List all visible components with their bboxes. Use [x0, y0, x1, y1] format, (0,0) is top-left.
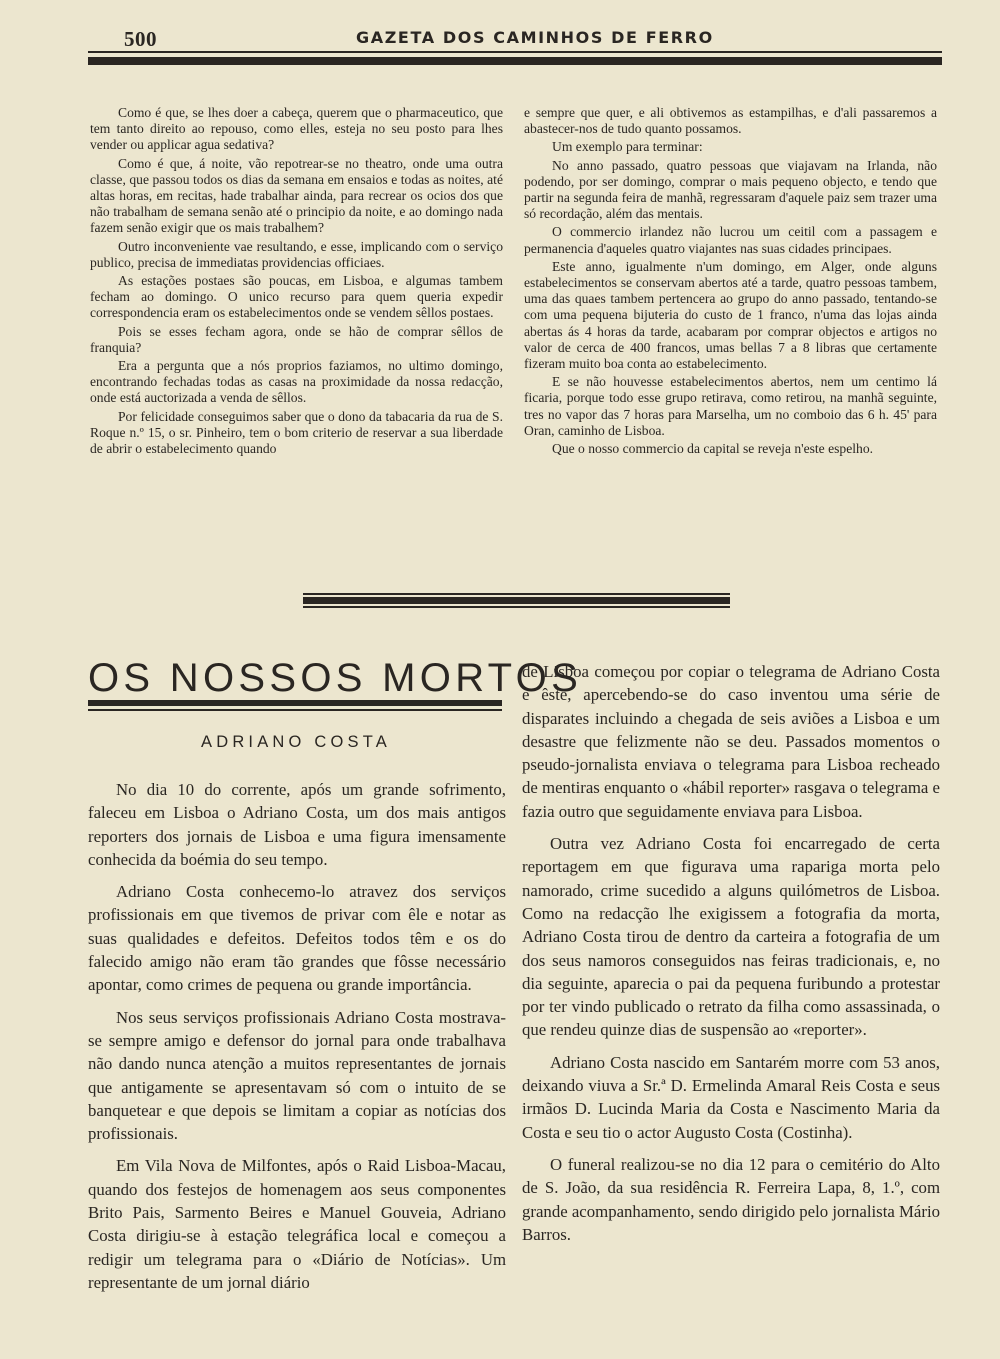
- title-rule-thick: [88, 700, 502, 706]
- article-subtitle: ADRIANO COSTA: [201, 733, 391, 751]
- paragraph: Como é que, se lhes doer a cabeça, querem que o pharmaceutico, que tem tanto direito ao repouso, como elles, esteja no seu posto para lhes vender ou applicar agua sedativa?: [90, 105, 503, 153]
- paragraph: Adriano Costa conhecemo-lo atravez dos serviços profissionais em que tivemos de privar com êle e notar as suas qualidades e defeitos. Defeitos todos têm e os do falecido amigo não eram tão grandes que fôsse necessário apontar, como crimes de pequena ou grande importância.: [88, 882, 506, 995]
- paragraph: e sempre que quer, e ali obtivemos as estampilhas, e d'ali passaremos a abastecer-nos de tudo quanto possamos.: [524, 105, 937, 137]
- page-number: 500: [124, 27, 157, 51]
- top-right-column: [524, 105, 937, 457]
- paragraph: Outro inconveniente vae resultando, e esse, implicando com o serviço publico, precisa de immediatas providencias officiaes.: [90, 238, 503, 270]
- paragraph: Nos seus serviços profissionais Adriano Costa mostrava-se sempre amigo e defensor do jornal para onde trabalhava não dando nunca atenção a muitos representantes de jornais que antigamente se apresentavam só com o intuito de se banquetear e que depois se limitam a copiar as notícias dos profissionais.: [88, 1007, 506, 1144]
- paragraph: Este anno, igualmente n'um domingo, em Alger, onde alguns estabelecimentos se conservam abertos até a tarde, quatro pessoas tambem, uma das quaes tambem pertencera ao grupo do anno passado, tentando-se com uma pequena bijuteria do custo de 1 franco, n'uma das lojas ainda abertas ás 4 horas da tarde, acabaram por comprar objectos e artigos no valor de cerca de 400 francos, umas bellas 7 a 8 libras que certamente fizeram muito boa conta ao estabelecimento.: [524, 258, 937, 372]
- top-left-column: [90, 105, 503, 457]
- header-rule-thin: [88, 51, 942, 53]
- section-divider-thin-top: [303, 593, 730, 595]
- paragraph: No dia 10 do corrente, após um grande sofrimento, faleceu em Lisboa o Adriano Costa, um dos mais antigos reporters dos jornais de Lisboa e uma figura imensamente conhecida da boémia do seu tempo.: [88, 780, 506, 869]
- section-divider-thin-bottom: [303, 606, 730, 608]
- running-head: GAZETA DOS CAMINHOS DE FERRO: [356, 28, 714, 47]
- header-rule-thick: [88, 57, 942, 65]
- article-right-column: [522, 660, 940, 1246]
- paragraph: Outra vez Adriano Costa foi encarregado de certa reportagem em que figurava uma rapariga morta pelo namorado, crime sucedido a alguns quilómetros de Lisboa. Como na redacção lhe exigissem a fotografia da morta, Adriano Costa tirou de dentro da carteira a fotografia de um dos seus namoros conseguidos nas feiras tradicionais, e, no dia seguinte, aparecia o pai da pequena furibundo a protestar por ter vindo publicado o retrato da filha como assassinada, o que rendeu quinze dias de suspensão ao «reporter».: [522, 834, 940, 1040]
- paragraph: O commercio irlandez não lucrou um ceitil com a passagem e permanencia d'aqueles quatro viajantes nas suas cidades principaes.: [524, 224, 937, 256]
- paragraph: Era a pergunta que a nós proprios faziamos, no ultimo domingo, encontrando fechadas todas as casas na proximidade da nossa redacção, onde está auctorizada a venda de sêllos.: [90, 358, 503, 406]
- paragraph: Um exemplo para terminar:: [552, 139, 703, 155]
- paragraph: de Lisboa começou por copiar o telegrama de Adriano Costa e êste, apercebendo-se do caso inventou uma série de disparates incluindo a chegada de seis aviões a Lisboa e um desastre que felizmente não se deu. Passados momentos o pseudo-jornalista enviava o telegrama para Lisboa recheado de mentiras enquanto o «hábil reporter» rasgava o telegrama e fazia outro que seguidamente enviava para Lisboa.: [522, 662, 940, 821]
- paragraph: E se não houvesse estabelecimentos abertos, nem um centimo lá ficaria, porque todo esse grupo retirava, como retirou, na manhã seguinte, tres no vapor das 7 horas para Marselha, um no comboio das 6 h. 45' para Oran, caminho de Lisboa.: [524, 374, 937, 438]
- paragraph: Em Vila Nova de Milfontes, após o Raid Lisboa-Macau, quando dos festejos de homenagem aos seus componentes Brito Pais, Sarmento Beires e Manuel Gouveia, Adriano Costa dirigiu-se à estação telegráfica local e começou a redigir um telegrama para o «Diário de Notícias». Um representante de um jornal diário: [88, 1156, 506, 1292]
- paragraph: Que o nosso commercio da capital se reveja n'este espelho.: [552, 441, 874, 457]
- paragraph: No anno passado, quatro pessoas que viajavam na Irlanda, não podendo, por ser domingo, comprar o mais pequeno objecto, e tendo que partir na segunda feira de manhã, regressaram d'aquele paiz sem trazer uma só recordação, além das mentais.: [524, 157, 937, 222]
- paragraph: As estações postaes são poucas, em Lisboa, e algumas tambem fecham ao domingo. O unico recurso para quem queria expedir correspondencia eram os estabelecimentos onde se vendem sêllos postaes.: [90, 273, 503, 321]
- paragraph: Adriano Costa nascido em Santarém morre com 53 anos, deixando viuva a Sr.ª D. Ermelinda Amaral Reis Costa e seus irmãos D. Lucinda Maria da Costa e Nascimento Maria da Costa e seu tio o actor Augusto Costa (Costinha).: [522, 1052, 940, 1142]
- article-left-column: [88, 778, 506, 1294]
- paragraph: Pois se esses fecham agora, onde se hão de comprar sêllos de franquia?: [90, 323, 503, 355]
- section-divider-thick: [303, 597, 730, 604]
- article-title: OS NOSSOS MORTOS: [88, 656, 583, 700]
- paragraph: O funeral realizou-se no dia 12 para o cemitério do Alto de S. João, da sua residência R. Ferreira Lapa, 8, 1.º, com grande acompanhamento, sendo dirigido pelo jornalista Mário Barros.: [522, 1154, 941, 1244]
- paragraph: Por felicidade conseguimos saber que o dono da tabacaria da rua de S. Roque n.º 15, o sr. Pinheiro, tem o bom criterio de reservar a sua liberdade de abrir o estabelecimento quando: [90, 408, 503, 457]
- paragraph: Como é que, á noite, vão repotrear-se no theatro, onde uma outra classe, que passou todos os dias da semana em ensaios e todas as noites, até altas horas, em recitas, hade trabalhar ainda, para recrear os ocios dos que não trabalham de semana senão até o principio da noite, e ao domingo nada fazem senão exigir que os mais trabalhem?: [90, 155, 503, 236]
- title-rule-thin: [88, 709, 502, 711]
